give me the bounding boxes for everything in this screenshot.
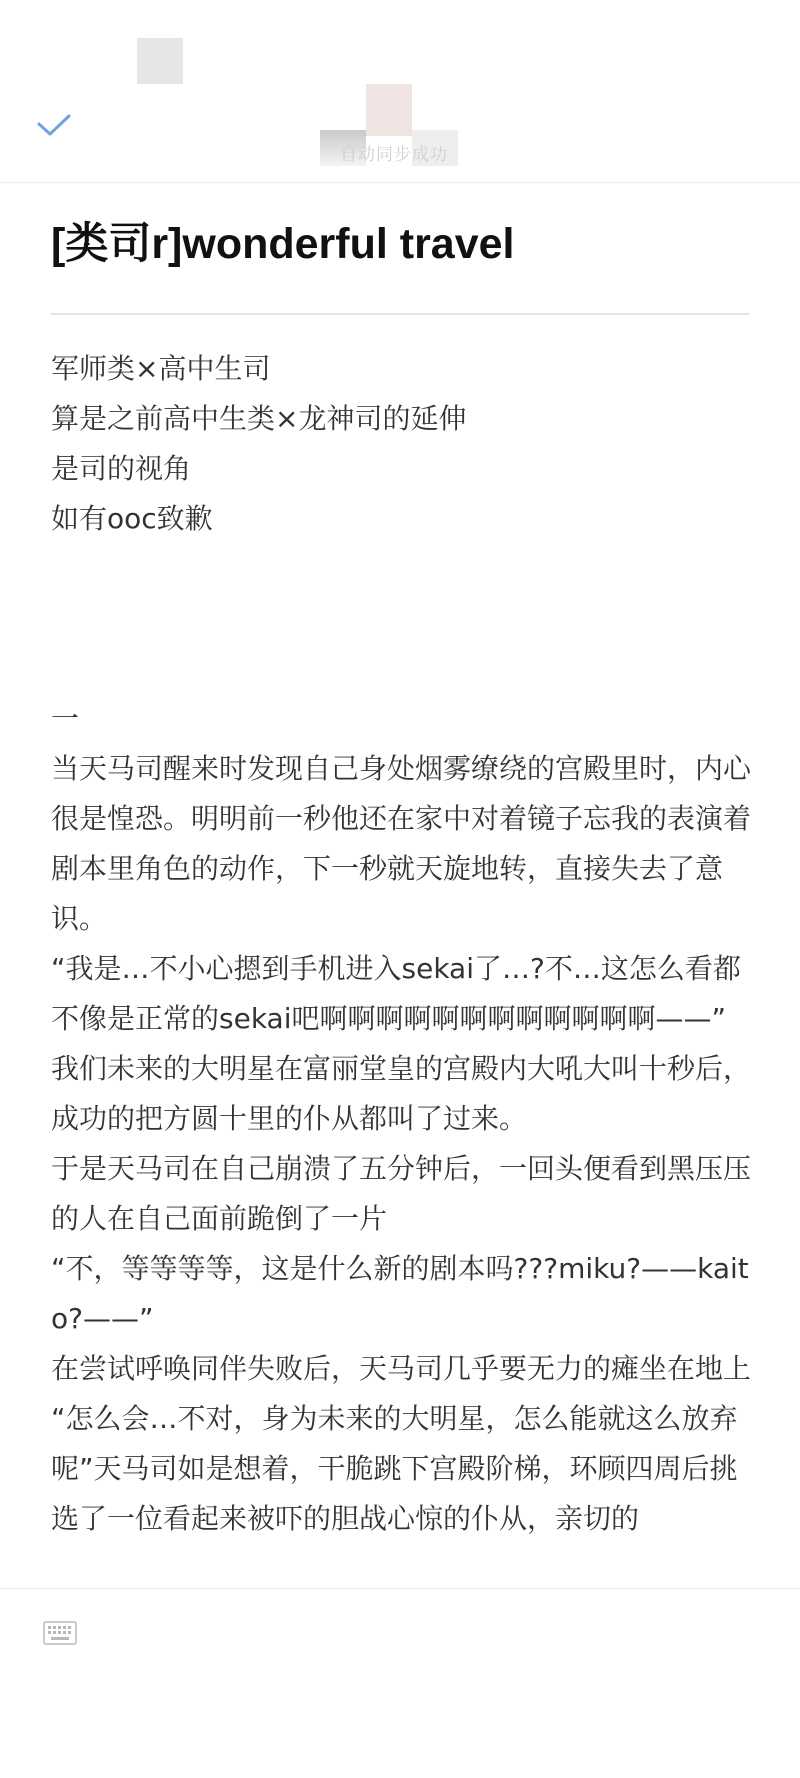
keyboard-icon[interactable]: [43, 1621, 77, 1645]
article-body[interactable]: [51, 344, 759, 1544]
body-paragraph: 我们未来的大明星在富丽堂皇的宫殿内大吼大叫十秒后，成功的把方圆十里的仆从都叫了过来。: [51, 1052, 752, 1135]
bottom-toolbar: [0, 1588, 800, 1778]
intro-line: 军师类×高中生司: [51, 352, 271, 385]
body-paragraph: “我是…不小心摁到手机进入sekai了…?不…这怎么看都不像是正常的sekai吧啊啊啊啊啊啊啊啊啊啊啊啊——”: [51, 952, 741, 1035]
blank-space: [51, 544, 759, 694]
title-divider: [51, 313, 749, 315]
body-paragraph: 在尝试呼唤同伴失败后，天马司几乎要无力的瘫坐在地上: [51, 1352, 752, 1385]
article-title[interactable]: [类司r]wonderful travel: [51, 220, 515, 268]
chapter-marker: 一: [51, 702, 80, 735]
sync-status-text: 自动同步成功: [340, 145, 448, 165]
body-paragraph: “不，等等等等，这是什么新的剧本吗???miku?——kaito?——”: [51, 1252, 749, 1335]
check-icon[interactable]: [36, 112, 72, 140]
intro-line: 是司的视角: [51, 452, 192, 485]
blurred-image: [366, 84, 412, 136]
body-paragraph: “怎么会…不对，身为未来的大明星，怎么能就这么放弃呢”天马司如是想着，干脆跳下宫殿阶梯，环顾四周后挑选了一位看起来被吓的胆战心惊的仆从，亲切的: [51, 1402, 738, 1535]
body-paragraph: 于是天马司在自己崩溃了五分钟后，一回头便看到黑压压的人在自己面前跪倒了一片: [51, 1152, 752, 1235]
intro-line: 如有ooc致歉: [51, 502, 213, 535]
intro-line: 算是之前高中生类×龙神司的延伸: [51, 402, 467, 435]
top-bar: [0, 0, 800, 183]
blurred-avatar: [137, 38, 183, 84]
body-paragraph: 当天马司醒来时发现自己身处烟雾缭绕的宫殿里时，内心很是惶恐。明明前一秒他还在家中对着镜子忘我的表演着剧本里角色的动作，下一秒就天旋地转，直接失去了意识。: [51, 752, 752, 935]
